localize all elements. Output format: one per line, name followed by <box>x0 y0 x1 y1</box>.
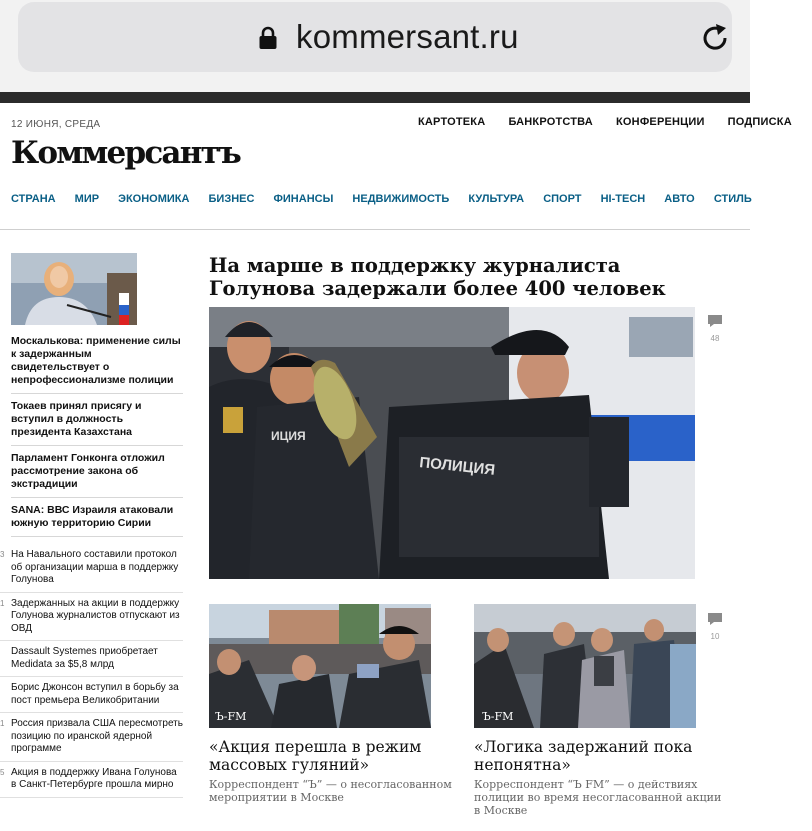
sidebar-lead-photo[interactable] <box>11 253 137 325</box>
address-bar[interactable] <box>18 2 732 72</box>
list-item[interactable] <box>0 718 183 762</box>
comment-icon <box>707 612 723 626</box>
category-nedvizhimost[interactable]: НЕДВИЖИМОСТЬ <box>352 193 450 205</box>
url-text[interactable]: kommersant.ru <box>296 18 519 55</box>
sub-lead[interactable]: Корреспондент “Ъ FM” — о действиях полиции во время несогласованной акции в Москве <box>474 778 722 817</box>
photo-tag-fm: Ъ-FM <box>482 710 514 723</box>
topnav-kartoteka[interactable]: КАРТОТЕКА <box>418 116 486 128</box>
photo-caption-police-sleeve: ИЦИЯ <box>271 429 306 443</box>
list-item-text[interactable]: Dassault Systemes приобретает Medidata за $5,8 млрд <box>11 646 158 670</box>
lock-icon <box>258 26 278 50</box>
comment-count: 1 <box>0 598 5 608</box>
category-nav <box>11 193 768 205</box>
main-headline[interactable]: На марше в поддержку журналиста Голунова задержали более 400 человек <box>209 254 666 300</box>
list-item[interactable] <box>0 682 183 713</box>
reload-icon[interactable] <box>698 21 732 55</box>
list-item-text[interactable]: Задержанных на акции в поддержку Голунова журналистов отпускают из ОВД <box>11 597 180 634</box>
category-hitech[interactable]: HI-TECH <box>600 193 646 205</box>
comment-count: 5 <box>0 767 5 777</box>
photo-caption-police-vest: ПОЛИЦИЯ <box>418 454 496 479</box>
category-avto[interactable]: АВТО <box>664 193 695 205</box>
sub-headline[interactable]: «Логика задержаний пока непонятна» <box>474 738 693 774</box>
topnav-podpiska[interactable]: ПОДПИСКА <box>727 116 792 128</box>
list-item[interactable] <box>0 646 183 677</box>
header-divider <box>0 229 750 230</box>
comment-count: 10 <box>710 632 720 641</box>
category-sport[interactable]: СПОРТ <box>543 193 582 205</box>
sidebar-headline[interactable]: Токаев принял присягу и вступил в должность президента Казахстана <box>11 394 183 446</box>
main-story-photo[interactable] <box>209 307 695 579</box>
category-stil[interactable]: СТИЛЬ <box>713 193 752 205</box>
sidebar-lead-link[interactable]: Москалькова: применение силы к задержанным свидетельствует о непрофессионализме полиции <box>11 335 183 394</box>
category-strana[interactable]: СТРАНА <box>11 193 56 205</box>
category-kultura[interactable]: КУЛЬТУРА <box>468 193 525 205</box>
list-item-text[interactable]: Борис Джонсон вступил в борьбу за пост премьера Великобритании <box>11 682 179 706</box>
sidebar-headline[interactable]: Парламент Гонконга отложил рассмотрение закона об экстрадиции <box>11 446 183 498</box>
category-mir[interactable]: МИР <box>74 193 100 205</box>
sub-headline[interactable]: «Акция перешла в режим массовых гуляний» <box>209 738 422 774</box>
top-nav <box>418 116 812 128</box>
list-item-text[interactable]: На Навального составили протокол об организации марша в поддержку Голунова <box>11 549 179 585</box>
sub-story-photo[interactable] <box>209 604 431 728</box>
list-item-text[interactable]: Россия призвала США пересмотреть позицию по иранской ядерной программе <box>11 718 183 754</box>
comment-count: 3 <box>0 550 5 559</box>
list-item-text[interactable]: Акция в поддержку Ивана Голунова в Санкт-Петербурге прошла мирно <box>11 766 177 790</box>
list-item[interactable] <box>0 549 183 593</box>
list-item[interactable] <box>0 767 183 798</box>
date-label: 12 ИЮНЯ, СРЕДА <box>11 119 101 130</box>
category-biznes[interactable]: БИЗНЕС <box>208 193 255 205</box>
category-ekonomika[interactable]: ЭКОНОМИКА <box>118 193 190 205</box>
topnav-bankrotstva[interactable]: БАНКРОТСТВА <box>508 116 593 128</box>
comment-count: 48 <box>710 334 720 343</box>
sub-story-comments[interactable] <box>706 612 724 641</box>
comment-icon <box>707 314 723 328</box>
topnav-konferencii[interactable]: КОНФЕРЕНЦИИ <box>616 116 705 128</box>
comment-count: 1 <box>0 719 5 728</box>
sub-lead[interactable]: Корреспондент “Ъ” — о несогласованном мероприятии в Москве <box>209 778 452 804</box>
main-comments[interactable] <box>706 314 724 343</box>
browser-toolbar <box>0 0 750 92</box>
site-top-strip <box>0 92 750 103</box>
news-sidebar <box>11 253 183 537</box>
list-item[interactable] <box>0 598 183 642</box>
sidebar-headline[interactable]: SANA: ВВС Израиля атаковали южную территорию Сирии <box>11 498 183 537</box>
photo-tag-fm: Ъ-FM <box>215 710 247 723</box>
site-logo[interactable]: Коммерсантъ <box>11 135 240 171</box>
sub-story-photo[interactable] <box>474 604 696 728</box>
sidebar-news-list <box>0 549 183 803</box>
category-finansy[interactable]: ФИНАНСЫ <box>273 193 334 205</box>
